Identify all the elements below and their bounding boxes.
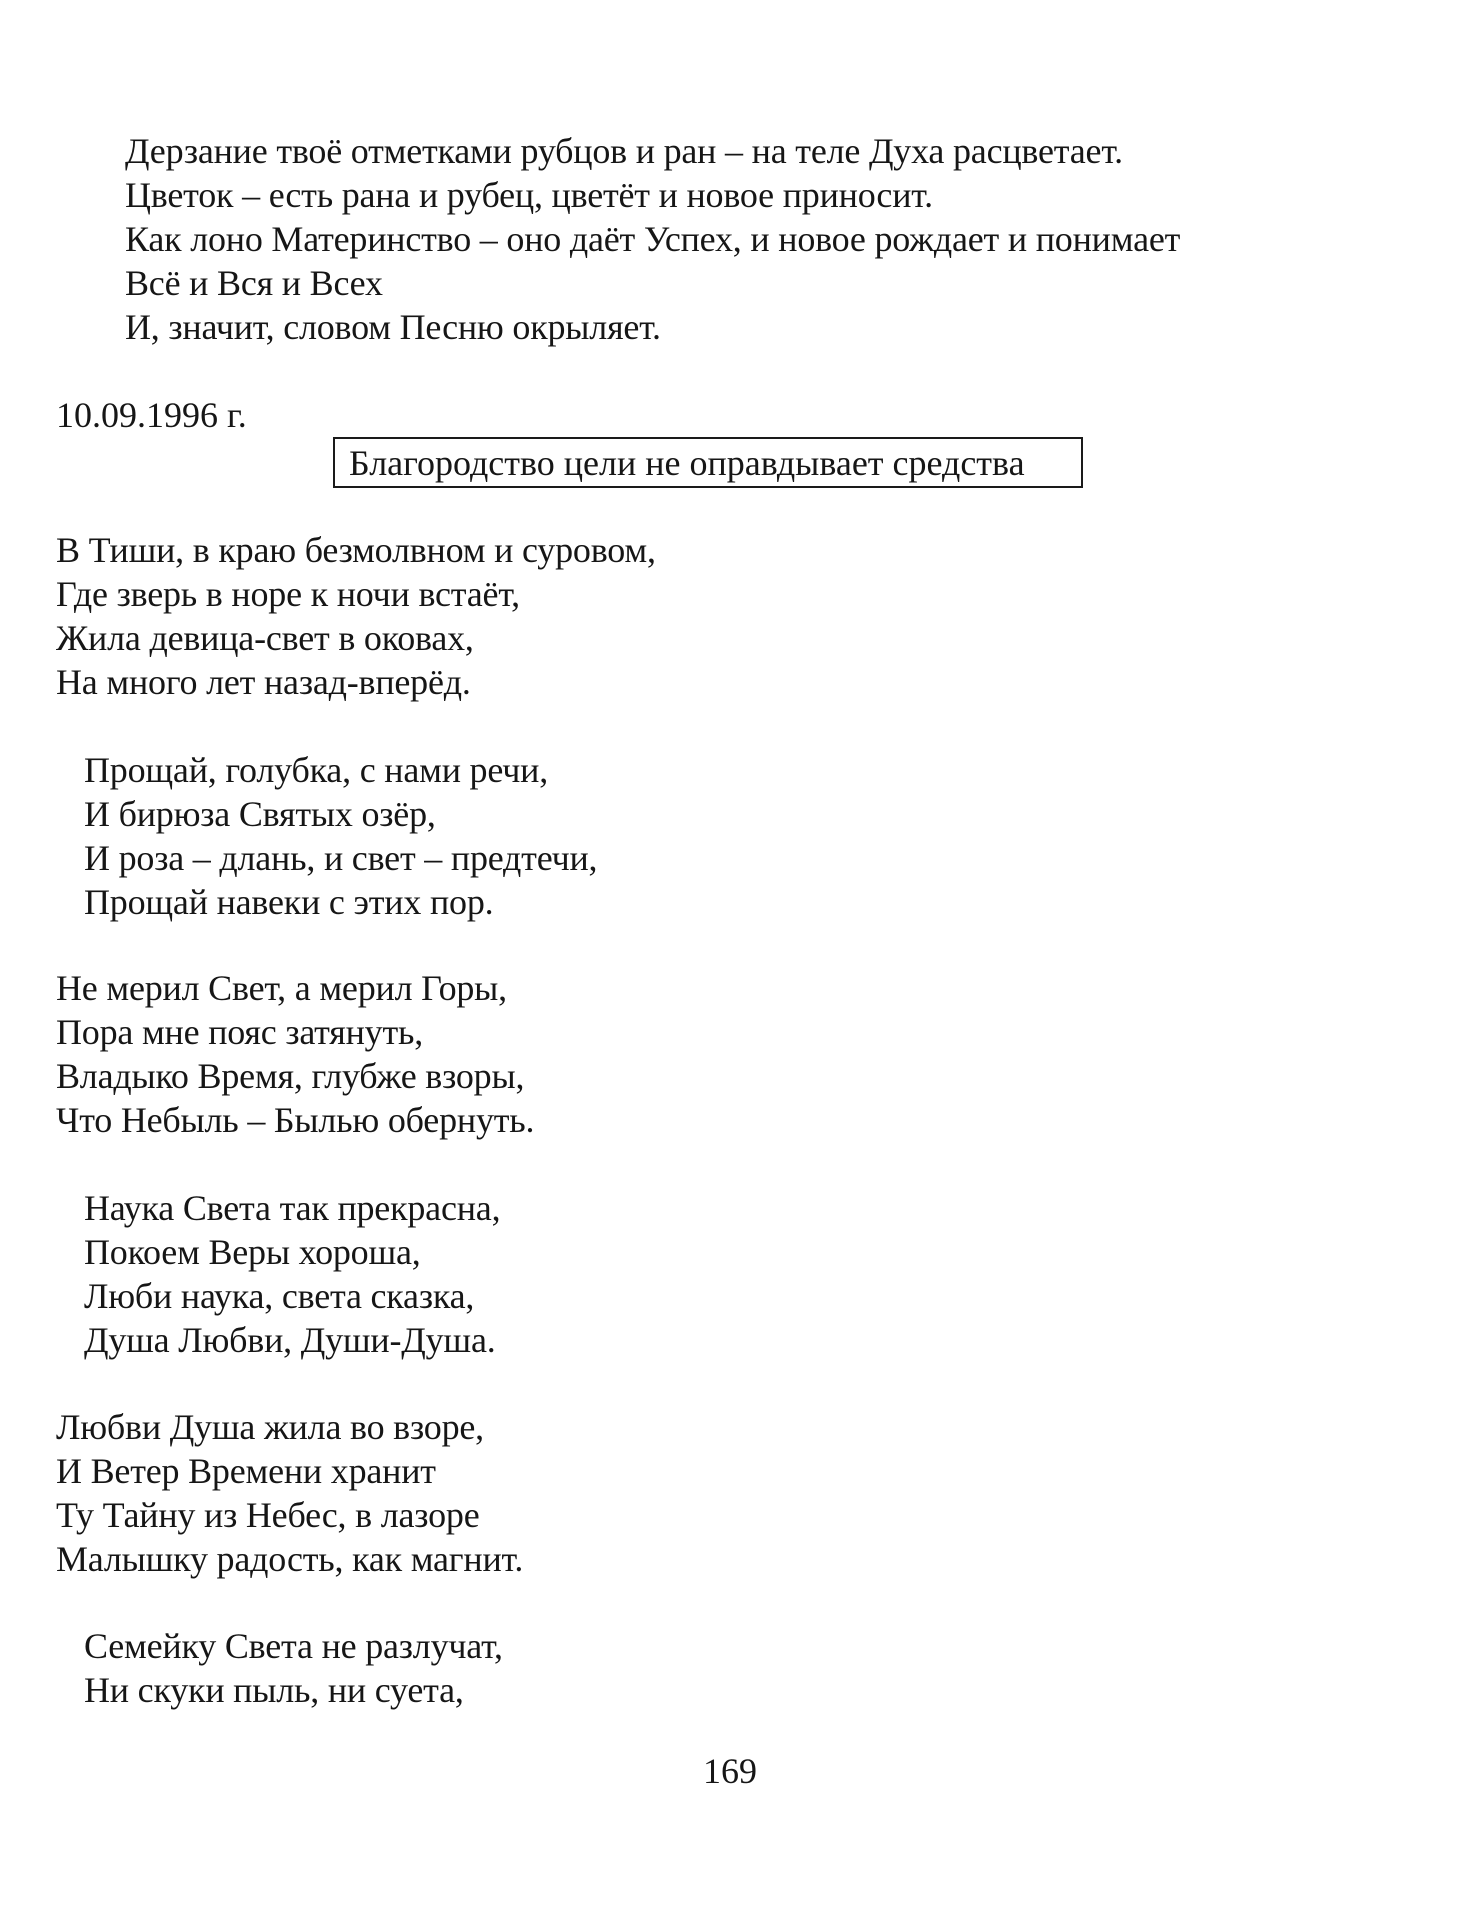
- poem-line: На много лет назад-вперёд.: [56, 662, 471, 702]
- intro-line: Как лоно Материнство – оно даёт Успех, и новое рождает и понимает: [125, 219, 1181, 259]
- poem-line: Прощай навеки с этих пор.: [84, 882, 494, 922]
- date-line: 10.09.1996 г.: [56, 395, 247, 435]
- intro-line: И, значит, словом Песню окрыляет.: [125, 307, 661, 347]
- poem-line: Что Небыль – Былью обернуть.: [56, 1100, 535, 1140]
- poem-line: Где зверь в норе к ночи встаёт,: [56, 574, 520, 614]
- poem-line: И Ветер Времени хранит: [56, 1451, 436, 1491]
- intro-line: Дерзание твоё отметками рубцов и ран – на теле Духа расцветает.: [125, 131, 1123, 171]
- poem-line: В Тиши, в краю безмолвном и суровом,: [56, 530, 656, 570]
- poem-line: И бирюза Святых озёр,: [84, 794, 436, 834]
- poem-title: Благородство цели не оправдывает средства: [349, 443, 1025, 483]
- poem-line: Семейку Света не разлучат,: [84, 1626, 503, 1666]
- poem-line: Душа Любви, Души-Душа.: [84, 1320, 496, 1360]
- intro-line: Всё и Вся и Всех: [125, 263, 383, 303]
- poem-line: И роза – длань, и свет – предтечи,: [84, 838, 598, 878]
- intro-line: Цветок – есть рана и рубец, цветёт и новое приносит.: [125, 175, 933, 215]
- poem-line: Владыко Время, глубже взоры,: [56, 1056, 525, 1096]
- poem-line: Наука Света так прекрасна,: [84, 1188, 501, 1228]
- poem-line: Любви Душа жила во взоре,: [56, 1407, 484, 1447]
- poem-title-box: [333, 437, 1083, 488]
- poem-line: Ту Тайну из Небес, в лазоре: [56, 1495, 480, 1535]
- poem-line: Люби наука, света сказка,: [84, 1276, 475, 1316]
- poem-line: Не мерил Свет, а мерил Горы,: [56, 968, 507, 1008]
- poem-line: Пора мне пояс затянуть,: [56, 1012, 424, 1052]
- poem-line: Ни скуки пыль, ни суета,: [84, 1670, 464, 1710]
- poem-line: Прощай, голубка, с нами речи,: [84, 750, 549, 790]
- poem-line: Жила девица-свет в оковах,: [56, 618, 474, 658]
- page-number: 169: [703, 1751, 757, 1791]
- poem-line: Покоем Веры хороша,: [84, 1232, 421, 1272]
- poem-line: Малышку радость, как магнит.: [56, 1539, 524, 1579]
